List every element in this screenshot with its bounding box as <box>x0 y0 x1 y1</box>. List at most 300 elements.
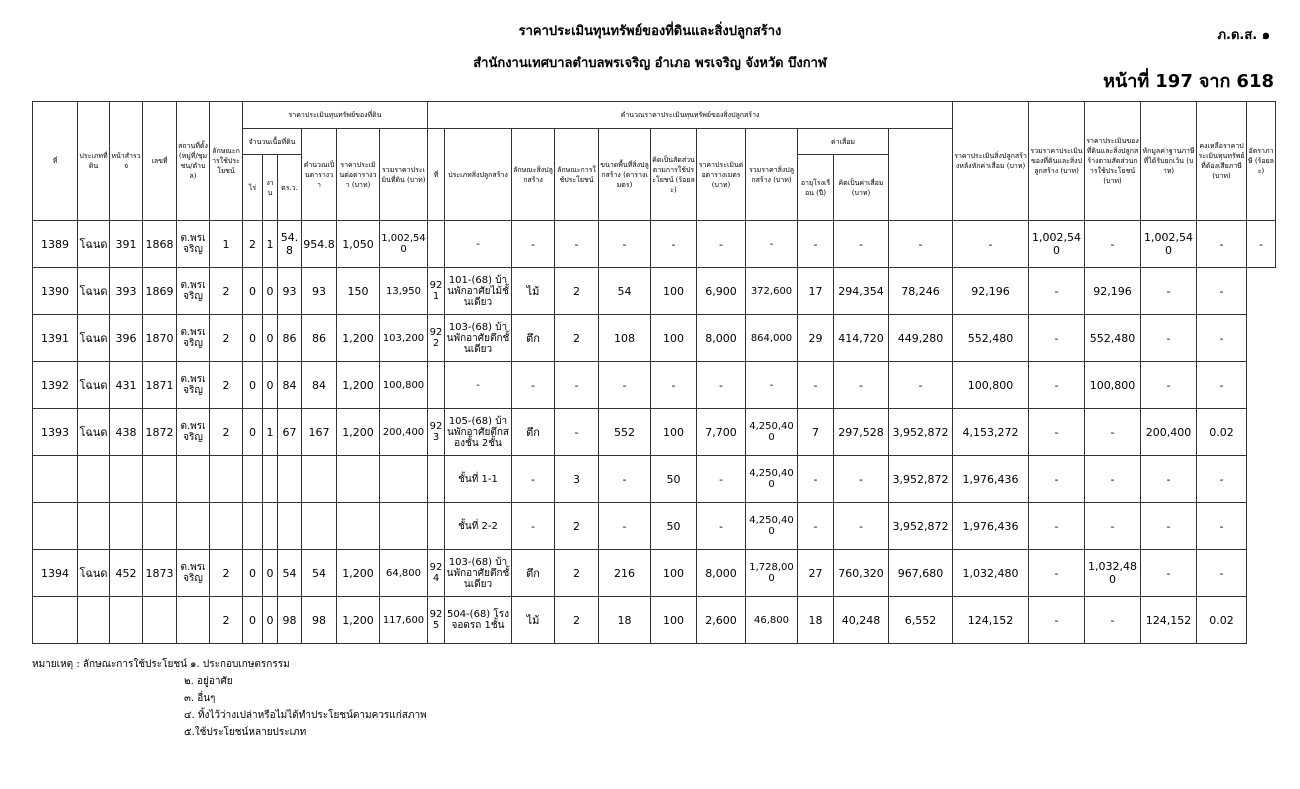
table-cell: 200,400 <box>380 409 428 456</box>
table-cell: 954.8 <box>302 221 337 268</box>
table-cell: 925 <box>428 597 445 644</box>
table-cell: 3 <box>555 456 599 503</box>
table-cell: ชั้นที่ 1-1 <box>445 456 512 503</box>
table-cell: 1391 <box>33 315 78 362</box>
col-land-total: รวมราคาประเมินที่ดิน (บาท) <box>380 129 428 221</box>
table-cell: 431 <box>110 362 143 409</box>
table-cell: 64,800 <box>380 550 428 597</box>
note-item-5: ๕.ใช้ประโยชน์หลายประเภท <box>184 727 307 738</box>
table-cell: 2 <box>555 268 599 315</box>
table-cell <box>263 456 278 503</box>
col-building-area: ขนาดพื้นที่สิ่งปลูกสร้าง (ตารางเมตร) <box>599 129 651 221</box>
table-cell: 216 <box>599 550 651 597</box>
table-cell: 29 <box>798 315 834 362</box>
table-cell: - <box>746 362 798 409</box>
table-cell <box>428 362 445 409</box>
col-building-type: ประเภทสิ่งปลูกสร้าง <box>445 129 512 221</box>
group-land: ราคาประเมินทุนทรัพย์ของที่ดิน <box>243 102 428 129</box>
table-cell: - <box>555 409 599 456</box>
group-depreciation: ค่าเสื่อม <box>798 129 889 155</box>
table-cell: 1872 <box>143 409 177 456</box>
col-after-depr: ราคาประเมินสิ่งปลูกสร้างหลังหักค่าเสื่อม (บาท) <box>953 102 1029 221</box>
table-cell: 452 <box>110 550 143 597</box>
table-cell <box>177 503 210 550</box>
table-cell: 1,050 <box>337 221 380 268</box>
table-cell: 391 <box>110 221 143 268</box>
table-cell: 50 <box>651 503 697 550</box>
table-cell: 8,000 <box>697 550 746 597</box>
table-cell: 1,200 <box>337 409 380 456</box>
table-cell: - <box>889 362 953 409</box>
table-cell: 78,246 <box>889 268 953 315</box>
table-cell: - <box>1029 597 1085 644</box>
table-cell <box>210 456 243 503</box>
table-cell: 93 <box>302 268 337 315</box>
table-cell <box>428 221 445 268</box>
col-building-total: รวมราคาสิ่งปลูกสร้าง (บาท) <box>746 129 798 221</box>
table-cell: 124,152 <box>953 597 1029 644</box>
table-cell: - <box>555 221 599 268</box>
report-title: ราคาประเมินทุนทรัพย์ของที่ดินและสิ่งปลูกสร้าง <box>518 24 782 39</box>
page-indicator <box>1103 66 1274 95</box>
table-cell: ตึก <box>512 550 555 597</box>
table-cell: 100,800 <box>953 362 1029 409</box>
table-cell: 1,032,480 <box>1085 550 1141 597</box>
table-cell: - <box>834 221 889 268</box>
table-cell: - <box>834 362 889 409</box>
table-cell: 924 <box>428 550 445 597</box>
table-cell: 0 <box>243 550 263 597</box>
table-cell <box>177 456 210 503</box>
table-cell <box>143 597 177 644</box>
table-cell: - <box>512 221 555 268</box>
table-cell: - <box>1197 550 1247 597</box>
table-row <box>33 550 1276 597</box>
table-cell: 1390 <box>33 268 78 315</box>
table-cell: 3,952,872 <box>889 503 953 550</box>
table-cell: 40,248 <box>834 597 889 644</box>
table-cell: 0 <box>263 315 278 362</box>
table-cell: 0.02 <box>1197 409 1247 456</box>
table-cell: - <box>1085 456 1141 503</box>
table-cell: 54 <box>278 550 302 597</box>
table-cell <box>243 503 263 550</box>
report-subtitle: สำนักงานเทศบาลตำบลพรเจริญ อำเภอ พรเจริญ จังหวัด บึงกาฬ <box>473 56 827 71</box>
group-building: คำนวณราคาประเมินทุนทรัพย์ของสิ่งปลูกสร้าง <box>428 102 953 129</box>
col-location: สถานที่ตั้ง(หมู่ที่/ชุมชน/ตำบล) <box>177 102 210 221</box>
table-cell: - <box>1141 550 1197 597</box>
table-cell: 7 <box>798 409 834 456</box>
table-cell: 922 <box>428 315 445 362</box>
table-cell: 0 <box>263 362 278 409</box>
table-cell: 17 <box>798 268 834 315</box>
table-cell: 98 <box>278 597 302 644</box>
note-line-4 <box>32 707 427 724</box>
table-cell: - <box>512 362 555 409</box>
table-cell: 294,354 <box>834 268 889 315</box>
table-cell: โฉนด <box>78 221 110 268</box>
table-cell: 1,200 <box>337 315 380 362</box>
table-cell <box>337 456 380 503</box>
table-cell: 84 <box>302 362 337 409</box>
table-cell: 2 <box>210 362 243 409</box>
table-cell: ชั้นที่ 2-2 <box>445 503 512 550</box>
table-cell: 1871 <box>143 362 177 409</box>
assessment-table <box>32 101 1276 644</box>
table-cell: 100 <box>651 597 697 644</box>
table-cell: - <box>651 362 697 409</box>
table-cell: 1394 <box>33 550 78 597</box>
table-cell: 967,680 <box>889 550 953 597</box>
table-row <box>33 456 1276 503</box>
table-cell: 393 <box>110 268 143 315</box>
table-cell: 1,032,480 <box>953 550 1029 597</box>
table-cell: 92,196 <box>953 268 1029 315</box>
table-cell <box>143 503 177 550</box>
table-cell: - <box>1029 362 1085 409</box>
table-cell: โฉนด <box>78 362 110 409</box>
table-cell: - <box>1197 268 1247 315</box>
table-cell: โฉนด <box>78 409 110 456</box>
table-cell <box>302 503 337 550</box>
table-cell: 1,200 <box>337 597 380 644</box>
col-tax-rate: อัตราภาษี (ร้อยละ) <box>1247 102 1276 221</box>
table-cell: 1389 <box>33 221 78 268</box>
table-cell: 2 <box>555 550 599 597</box>
table-cell: - <box>1029 456 1085 503</box>
col-depr-amount: คิดเป็นค่าเสื่อม (บาท) <box>834 155 889 221</box>
table-cell: 7,700 <box>697 409 746 456</box>
table-cell: 13,950 <box>380 268 428 315</box>
table-cell <box>302 456 337 503</box>
table-cell: 923 <box>428 409 445 456</box>
group-land-area: จำนวนเนื้อที่ดิน <box>243 129 302 155</box>
table-cell: 414,720 <box>834 315 889 362</box>
table-cell <box>143 456 177 503</box>
table-cell: - <box>697 456 746 503</box>
col-prop-value: ราคาประเมินของที่ดินและสิ่งปลูกสร้างตามสัดส่วนการใช้ประโยชน์ (บาท) <box>1085 102 1141 221</box>
table-cell <box>177 597 210 644</box>
table-cell <box>78 597 110 644</box>
table-cell: 18 <box>798 597 834 644</box>
table-cell: 84 <box>278 362 302 409</box>
table-cell: - <box>889 221 953 268</box>
table-cell: - <box>1029 315 1085 362</box>
table-cell: 105-(68) บ้านพักอาศัยตึกสองชั้น 2ชั้น <box>445 409 512 456</box>
table-cell: - <box>1029 268 1085 315</box>
table-cell: - <box>1029 503 1085 550</box>
table-cell: 552,480 <box>953 315 1029 362</box>
table-cell: 86 <box>278 315 302 362</box>
table-cell: ต.พรเจริญ <box>177 268 210 315</box>
table-cell: ต.พรเจริญ <box>177 550 210 597</box>
table-cell <box>428 503 445 550</box>
table-cell: ไม้ <box>512 597 555 644</box>
table-cell: 4,153,272 <box>953 409 1029 456</box>
table-cell: - <box>512 503 555 550</box>
table-cell: 8,000 <box>697 315 746 362</box>
table-cell: - <box>697 362 746 409</box>
table-cell: 760,320 <box>834 550 889 597</box>
table-cell: 552,480 <box>1085 315 1141 362</box>
table-cell: - <box>445 221 512 268</box>
col-building-char: ลักษณะสิ่งปลูกสร้าง <box>512 129 555 221</box>
table-cell: 504-(68) โรงจอดรถ 1ชั้น <box>445 597 512 644</box>
table-cell: - <box>1085 503 1141 550</box>
table-cell: 3,952,872 <box>889 456 953 503</box>
table-cell: 2 <box>210 409 243 456</box>
notes-prefix: หมายเหตุ : ลักษณะการใช้ประโยชน์ <box>32 659 187 670</box>
table-cell: - <box>1085 597 1141 644</box>
table-cell: 200,400 <box>1141 409 1197 456</box>
table-row <box>33 597 1276 644</box>
table-row <box>33 503 1276 550</box>
table-cell: ต.พรเจริญ <box>177 315 210 362</box>
table-cell: 103-(68) บ้านพักอาศัยตึกชั้นเดียว <box>445 315 512 362</box>
note-line-3 <box>32 690 427 707</box>
table-cell: โฉนด <box>78 268 110 315</box>
table-cell <box>33 456 78 503</box>
table-cell: ไม้ <box>512 268 555 315</box>
table-cell: ต.พรเจริญ <box>177 362 210 409</box>
table-cell: 4,250,400 <box>746 409 798 456</box>
table-cell: 108 <box>599 315 651 362</box>
table-cell: 54.8 <box>278 221 302 268</box>
table-cell: - <box>1197 315 1247 362</box>
table-cell: - <box>697 503 746 550</box>
note-line-1 <box>32 656 427 673</box>
table-cell <box>243 456 263 503</box>
table-cell: 0 <box>243 315 263 362</box>
col-deed-no: เลขที่ <box>143 102 177 221</box>
table-cell: ตึก <box>512 409 555 456</box>
page-total: 618 <box>1236 71 1274 92</box>
table-cell: ต.พรเจริญ <box>177 221 210 268</box>
table-cell: 2,600 <box>697 597 746 644</box>
table-cell: - <box>1029 550 1085 597</box>
col-rai: ไร่ <box>243 155 263 221</box>
table-cell: - <box>798 503 834 550</box>
table-cell: 1,976,436 <box>953 503 1029 550</box>
table-cell: - <box>599 503 651 550</box>
note-line-2 <box>32 673 427 690</box>
col-price-per-sqwa: ราคาประเมินต่อตารางวา (บาท) <box>337 129 380 221</box>
table-cell <box>210 503 243 550</box>
table-cell: 50 <box>651 456 697 503</box>
table-cell: 124,152 <box>1141 597 1197 644</box>
table-cell: โฉนด <box>78 550 110 597</box>
table-cell: 86 <box>302 315 337 362</box>
table-cell: โฉนด <box>78 315 110 362</box>
table-cell: 1,200 <box>337 362 380 409</box>
table-cell <box>110 503 143 550</box>
table-cell: - <box>1197 456 1247 503</box>
notes <box>32 656 427 741</box>
col-age: อายุโรงเรือน (ปี) <box>798 155 834 221</box>
table-cell: - <box>1141 456 1197 503</box>
table-cell: 103-(68) บ้านพักอาศัยตึกชั้นเดียว <box>445 550 512 597</box>
table-cell <box>428 456 445 503</box>
table-cell: 6,900 <box>697 268 746 315</box>
table-cell: 117,600 <box>380 597 428 644</box>
table-cell: 372,600 <box>746 268 798 315</box>
table-cell <box>263 503 278 550</box>
table-cell: 150 <box>337 268 380 315</box>
table-cell: 2 <box>555 503 599 550</box>
table-cell: - <box>1141 362 1197 409</box>
page-label: หน้าที่ <box>1103 71 1150 92</box>
table-cell: 100,800 <box>1085 362 1141 409</box>
table-cell: - <box>834 456 889 503</box>
table-row <box>33 268 1276 315</box>
table-cell: 167 <box>302 409 337 456</box>
table-cell: - <box>1085 221 1141 268</box>
table-cell <box>380 503 428 550</box>
table-cell: 92,196 <box>1085 268 1141 315</box>
col-area-sqwa: คำนวณเป็นตารางวา <box>302 129 337 221</box>
table-cell: 100 <box>651 550 697 597</box>
table-cell: 1,002,540 <box>1141 221 1197 268</box>
col-use-percent: คิดเป็นสัดส่วนตามการใช้ประโยชน์ (ร้อยละ) <box>651 129 697 221</box>
table-cell: 6,552 <box>889 597 953 644</box>
table-cell: 1393 <box>33 409 78 456</box>
table-cell: 54 <box>302 550 337 597</box>
table-cell: 103,200 <box>380 315 428 362</box>
table-cell: - <box>798 362 834 409</box>
table-cell: - <box>1197 221 1247 268</box>
table-cell: ตึก <box>512 315 555 362</box>
table-row <box>33 409 1276 456</box>
col-land-type: ประเภทที่ดิน <box>78 102 110 221</box>
table-cell: - <box>834 503 889 550</box>
table-cell: 0 <box>243 362 263 409</box>
table-cell: 1 <box>210 221 243 268</box>
note-item-4: ๔. ทิ้งไว้ว่างเปล่าหรือไม่ได้ทำประโยชน์ตามควรแก่สภาพ <box>184 710 427 721</box>
table-cell: 0 <box>243 268 263 315</box>
table-cell: 0.02 <box>1197 597 1247 644</box>
table-cell <box>33 503 78 550</box>
table-cell: - <box>651 221 697 268</box>
table-cell: 2 <box>243 221 263 268</box>
table-cell: - <box>798 221 834 268</box>
table-cell: - <box>599 456 651 503</box>
table-cell <box>380 456 428 503</box>
table-cell: 2 <box>210 315 243 362</box>
col-ngan: งาน <box>263 155 278 221</box>
table-cell: 1873 <box>143 550 177 597</box>
table-cell: - <box>599 362 651 409</box>
table-cell: 0 <box>243 597 263 644</box>
table-cell: - <box>1141 268 1197 315</box>
table-cell: ต.พรเจริญ <box>177 409 210 456</box>
table-cell: - <box>1141 315 1197 362</box>
table-cell: 449,280 <box>889 315 953 362</box>
table-cell: 864,000 <box>746 315 798 362</box>
table-row <box>33 362 1276 409</box>
table-cell: 1 <box>263 409 278 456</box>
table-cell: 2 <box>210 268 243 315</box>
col-building-no: ที่ <box>428 129 445 221</box>
table-cell: 1870 <box>143 315 177 362</box>
table-cell <box>78 503 110 550</box>
table-cell: 1,002,540 <box>380 221 428 268</box>
form-code: ภ.ด.ส. ๑ <box>1217 28 1270 43</box>
col-survey-page: หน้าสำรวจ <box>110 102 143 221</box>
table-cell: 2 <box>210 550 243 597</box>
table-cell <box>33 597 78 644</box>
table-cell: 1,002,540 <box>1029 221 1085 268</box>
table-cell: 100 <box>651 315 697 362</box>
table-cell: 93 <box>278 268 302 315</box>
table-row <box>33 315 1276 362</box>
note-item-2: ๒. อยู่อาศัย <box>184 676 233 687</box>
table-cell: - <box>1141 503 1197 550</box>
table-cell: - <box>746 221 798 268</box>
table-cell <box>78 456 110 503</box>
table-cell: - <box>1085 409 1141 456</box>
table-cell: 1 <box>263 221 278 268</box>
table-cell: 3,952,872 <box>889 409 953 456</box>
table-cell: - <box>1197 503 1247 550</box>
table-cell <box>110 597 143 644</box>
table-cell: - <box>599 221 651 268</box>
table-cell: - <box>512 456 555 503</box>
table-cell: 1,976,436 <box>953 456 1029 503</box>
table-cell: 46,800 <box>746 597 798 644</box>
table-cell: 18 <box>599 597 651 644</box>
page-current: 197 <box>1155 71 1193 92</box>
table-cell: 1392 <box>33 362 78 409</box>
table-cell: 67 <box>278 409 302 456</box>
table-cell: 2 <box>555 597 599 644</box>
table-row <box>33 221 1276 268</box>
table-cell: 101-(68) บ้านพักอาศัยไม้ชั้นเดียว <box>445 268 512 315</box>
table-cell: 1869 <box>143 268 177 315</box>
table-cell: - <box>1029 409 1085 456</box>
table-cell: 2 <box>555 315 599 362</box>
table-cell: 921 <box>428 268 445 315</box>
table-cell: - <box>953 221 1029 268</box>
table-cell: 98 <box>302 597 337 644</box>
col-price-per-sqm: ราคาประเมินต่อตารางเมตร (บาท) <box>697 129 746 221</box>
table-cell <box>110 456 143 503</box>
table-cell: 27 <box>798 550 834 597</box>
col-total-value: รวมราคาประเมินของที่ดินและสิ่งปลูกสร้าง (บาท) <box>1029 102 1085 221</box>
table-cell: 100 <box>651 268 697 315</box>
table-cell: 438 <box>110 409 143 456</box>
table-cell: 100 <box>651 409 697 456</box>
table-cell <box>278 503 302 550</box>
note-item-1: ๑. ประกอบเกษตรกรรม <box>190 659 290 670</box>
table-cell: 4,250,400 <box>746 503 798 550</box>
col-sqwa: ตร.ว. <box>278 155 302 221</box>
table-cell: - <box>445 362 512 409</box>
table-cell: 0 <box>243 409 263 456</box>
table-cell <box>337 503 380 550</box>
page-of: จาก <box>1198 71 1231 92</box>
table-cell: 1,728,000 <box>746 550 798 597</box>
col-no: ที่ <box>33 102 78 221</box>
col-building-use: ลักษณะการใช้ประโยชน์ <box>555 129 599 221</box>
table-cell: 54 <box>599 268 651 315</box>
table-cell: 1868 <box>143 221 177 268</box>
table-cell: - <box>555 362 599 409</box>
note-line-5 <box>32 724 427 741</box>
table-cell: 1,200 <box>337 550 380 597</box>
table-cell: - <box>798 456 834 503</box>
col-land-use: ลักษณะการใช้ประโยชน์ <box>210 102 243 221</box>
table-cell <box>278 456 302 503</box>
